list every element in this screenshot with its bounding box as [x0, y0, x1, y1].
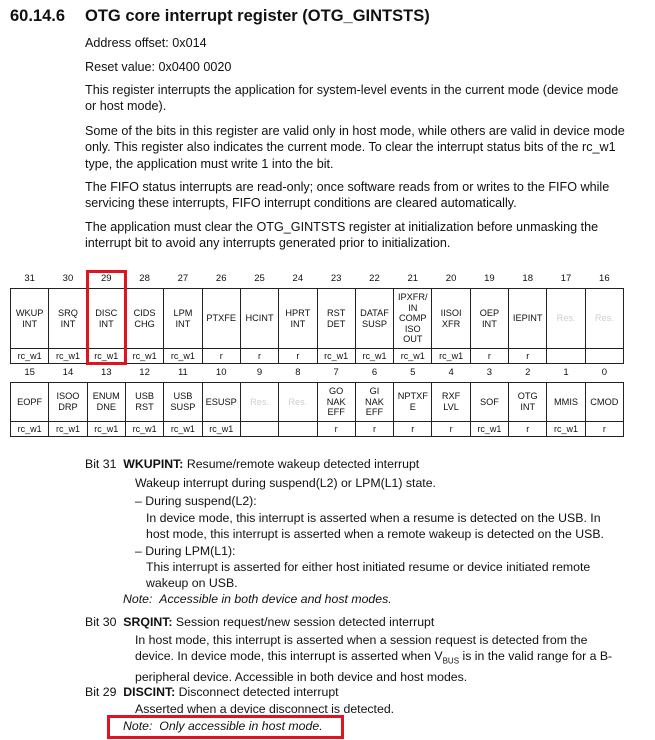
bit30-text-a: In host mode, this interrupt is asserted when a session request is detected from the device. In device mode, this interrupt is asserted when V	[135, 633, 588, 663]
access-row	[11, 349, 624, 364]
field-9: Res.	[240, 383, 278, 422]
bit29-name: DISCINT:	[123, 685, 176, 699]
field-21: IPXFR/ IN COMP ISO OUT	[394, 289, 432, 349]
access-16	[585, 349, 623, 364]
bit29-note-label: Note:	[123, 719, 153, 733]
bit31-summary: Resume/remote wakeup detected interrupt	[186, 457, 420, 471]
register-table-lower	[10, 364, 624, 437]
bit-num-0: 0	[601, 366, 607, 378]
field-4: RXF LVL	[432, 383, 470, 422]
field-28: CIDS CHG	[125, 289, 163, 349]
bit-num-30: 30	[62, 272, 74, 284]
bit-num-8: 8	[295, 366, 301, 378]
access-1: rc_w1	[547, 422, 585, 437]
bit-num-4: 4	[448, 366, 454, 378]
bit29-note	[123, 719, 323, 733]
bit-num-18: 18	[522, 272, 533, 284]
field-31: WKUP INT	[11, 289, 49, 349]
bit-num-14: 14	[62, 366, 74, 378]
bit-num-25: 25	[254, 272, 265, 284]
field-24: HPRT INT	[279, 289, 317, 349]
bit30-text-b: is in the valid range for a B-peripheral device. Accessible in both device and host modes.	[135, 649, 613, 685]
bit31-line1: Wakeup interrupt during suspend(L2) or LPM(L1) state.	[135, 476, 436, 490]
field-13: ENUM DNE	[87, 383, 125, 422]
field-23: RST DET	[317, 289, 355, 349]
access-7: r	[317, 422, 355, 437]
access-27: rc_w1	[164, 349, 202, 364]
field-11: USB SUSP	[164, 383, 202, 422]
access-row	[11, 422, 624, 437]
bit-num-28: 28	[139, 272, 150, 284]
field-20: IISOI XFR	[432, 289, 470, 349]
bit31-name: WKUPINT:	[123, 457, 184, 471]
bit31-lpm-text: This interrupt is asserted for either host initiated resume or device initiated remote wakeup on USB.	[146, 560, 591, 590]
bit29-note-text: Only accessible in host mode.	[159, 719, 323, 733]
access-15: rc_w1	[11, 422, 49, 437]
field-25: HCINT	[240, 289, 278, 349]
reset-value: Reset value: 0x0400 0020	[85, 60, 232, 74]
field-row	[11, 289, 624, 349]
bit30-text	[135, 632, 622, 685]
access-31: rc_w1	[11, 349, 49, 364]
access-12: rc_w1	[125, 422, 163, 437]
field-1: MMIS	[547, 383, 585, 422]
access-26: r	[202, 349, 240, 364]
field-5: NPTXF E	[394, 383, 432, 422]
bit-number-row	[11, 364, 624, 383]
bit30-name: SRQINT:	[123, 615, 173, 629]
bit-num-23: 23	[330, 272, 342, 284]
bit31-lpm-label: – During LPM(L1):	[135, 544, 236, 558]
bit31-note-text: Accessible in both device and host modes.	[159, 592, 392, 606]
access-4: r	[432, 422, 470, 437]
field-6: GI NAK EFF	[355, 383, 393, 422]
access-9	[240, 422, 278, 437]
access-10: rc_w1	[202, 422, 240, 437]
access-21: rc_w1	[394, 349, 432, 364]
access-18: r	[509, 349, 547, 364]
access-11: rc_w1	[164, 422, 202, 437]
access-23: rc_w1	[317, 349, 355, 364]
bit-num-3: 3	[486, 366, 493, 378]
bit-num-9: 9	[256, 366, 263, 378]
intro-paragraph-2: Some of the bits in this register are valid only in host mode, while others are valid in device mode only. This register also indicates the current mode. To clear the interrupt status bits of the rc_w1 type, the application must write 1 into the bit.	[85, 124, 625, 171]
access-30: rc_w1	[49, 349, 87, 364]
field-14: ISOO DRP	[49, 383, 87, 422]
bit29-heading	[85, 685, 339, 699]
register-table-upper	[10, 270, 624, 364]
field-3: SOF	[470, 383, 508, 422]
bit-num-22: 22	[369, 272, 380, 284]
field-16: Res.	[585, 289, 623, 349]
field-15: EOPF	[11, 383, 49, 422]
access-14: rc_w1	[49, 422, 87, 437]
access-5: r	[394, 422, 432, 437]
intro-paragraph-4: The application must clear the OTG_GINTSTS register at initialization before unmasking the interrupt bit to avoid any interrupts generated prior to initialization.	[85, 220, 599, 251]
bit31-note-label: Note:	[123, 592, 153, 606]
access-25: r	[240, 349, 278, 364]
access-20: rc_w1	[432, 349, 470, 364]
field-0: CMOD	[585, 383, 623, 422]
field-7: GO NAK EFF	[317, 383, 355, 422]
bit-num-13: 13	[100, 366, 112, 378]
access-28: rc_w1	[125, 349, 163, 364]
bit-num-10: 10	[215, 366, 227, 378]
access-17	[547, 349, 585, 364]
field-10: ESUSP	[202, 383, 240, 422]
field-row	[11, 383, 624, 422]
field-17: Res.	[547, 289, 585, 349]
bit-num-12: 12	[139, 366, 150, 378]
bit-num-15: 15	[24, 366, 35, 378]
bit-num-21: 21	[407, 272, 419, 284]
bit-num-24: 24	[292, 272, 304, 284]
bit30-summary: Session request/new session detected interrupt	[175, 615, 435, 629]
bit-num-31: 31	[24, 272, 35, 284]
bit-num-26: 26	[215, 272, 227, 284]
bit31-note	[123, 592, 392, 606]
bit30-number: Bit 30	[85, 615, 117, 629]
field-29: DISC INT	[87, 289, 125, 349]
access-22: rc_w1	[355, 349, 393, 364]
bit-num-16: 16	[599, 272, 610, 284]
bit-num-29: 29	[100, 272, 112, 284]
bit-number-row	[11, 270, 624, 289]
bit-num-6: 6	[371, 366, 378, 378]
field-22: DATAF SUSP	[355, 289, 393, 349]
bit-num-20: 20	[445, 272, 457, 284]
field-30: SRQ INT	[49, 289, 87, 349]
bit29-line1: Asserted when a device disconnect is detected.	[135, 702, 395, 716]
bit-num-27: 27	[177, 272, 189, 284]
field-8: Res.	[279, 383, 317, 422]
bit30-heading	[85, 615, 434, 629]
access-6: r	[355, 422, 393, 437]
section-number: 60.14.6	[10, 7, 66, 25]
access-0: r	[585, 422, 623, 437]
field-2: OTG INT	[509, 383, 547, 422]
bit-num-5: 5	[410, 366, 416, 378]
bit30-vbus-sub: BUS	[442, 656, 460, 666]
bit-num-2: 2	[525, 366, 531, 378]
field-27: LPM INT	[164, 289, 202, 349]
bit-num-11: 11	[177, 366, 188, 378]
bit-num-7: 7	[333, 366, 339, 378]
bit31-number: Bit 31	[85, 457, 117, 471]
field-18: IEPINT	[509, 289, 547, 349]
bit-num-19: 19	[484, 272, 495, 284]
bit31-heading	[85, 457, 419, 471]
bit31-suspend-text: In device mode, this interrupt is asserted when a resume is detected on the USB. In host mode, this interrupt is asserted when a remote wakeup is detected on the USB.	[146, 511, 604, 541]
access-2: r	[509, 422, 547, 437]
intro-paragraph-1: This register interrupts the application for system-level events in the current mode (device mode or host mode).	[85, 83, 619, 114]
field-26: PTXFE	[202, 289, 240, 349]
address-offset: Address offset: 0x014	[85, 36, 207, 50]
bit29-summary: Disconnect detected interrupt	[178, 685, 339, 699]
access-19: r	[470, 349, 508, 364]
bit-num-17: 17	[560, 272, 572, 284]
bit31-suspend-label: – During suspend(L2):	[135, 494, 257, 508]
intro-paragraph-3: The FIFO status interrupts are read-only; once software reads from or writes to the FIFO while servicing these interrupts, FIFO interrupt conditions are cleared automatically.	[85, 180, 610, 211]
section-title: OTG core interrupt register (OTG_GINTSTS)	[85, 7, 430, 25]
access-29: rc_w1	[87, 349, 125, 364]
access-3: rc_w1	[470, 422, 508, 437]
field-12: USB RST	[125, 383, 163, 422]
field-19: OEP INT	[470, 289, 508, 349]
access-24: r	[279, 349, 317, 364]
access-13: rc_w1	[87, 422, 125, 437]
access-8	[279, 422, 317, 437]
bit29-number: Bit 29	[85, 685, 117, 699]
bit-num-1: 1	[563, 366, 569, 378]
